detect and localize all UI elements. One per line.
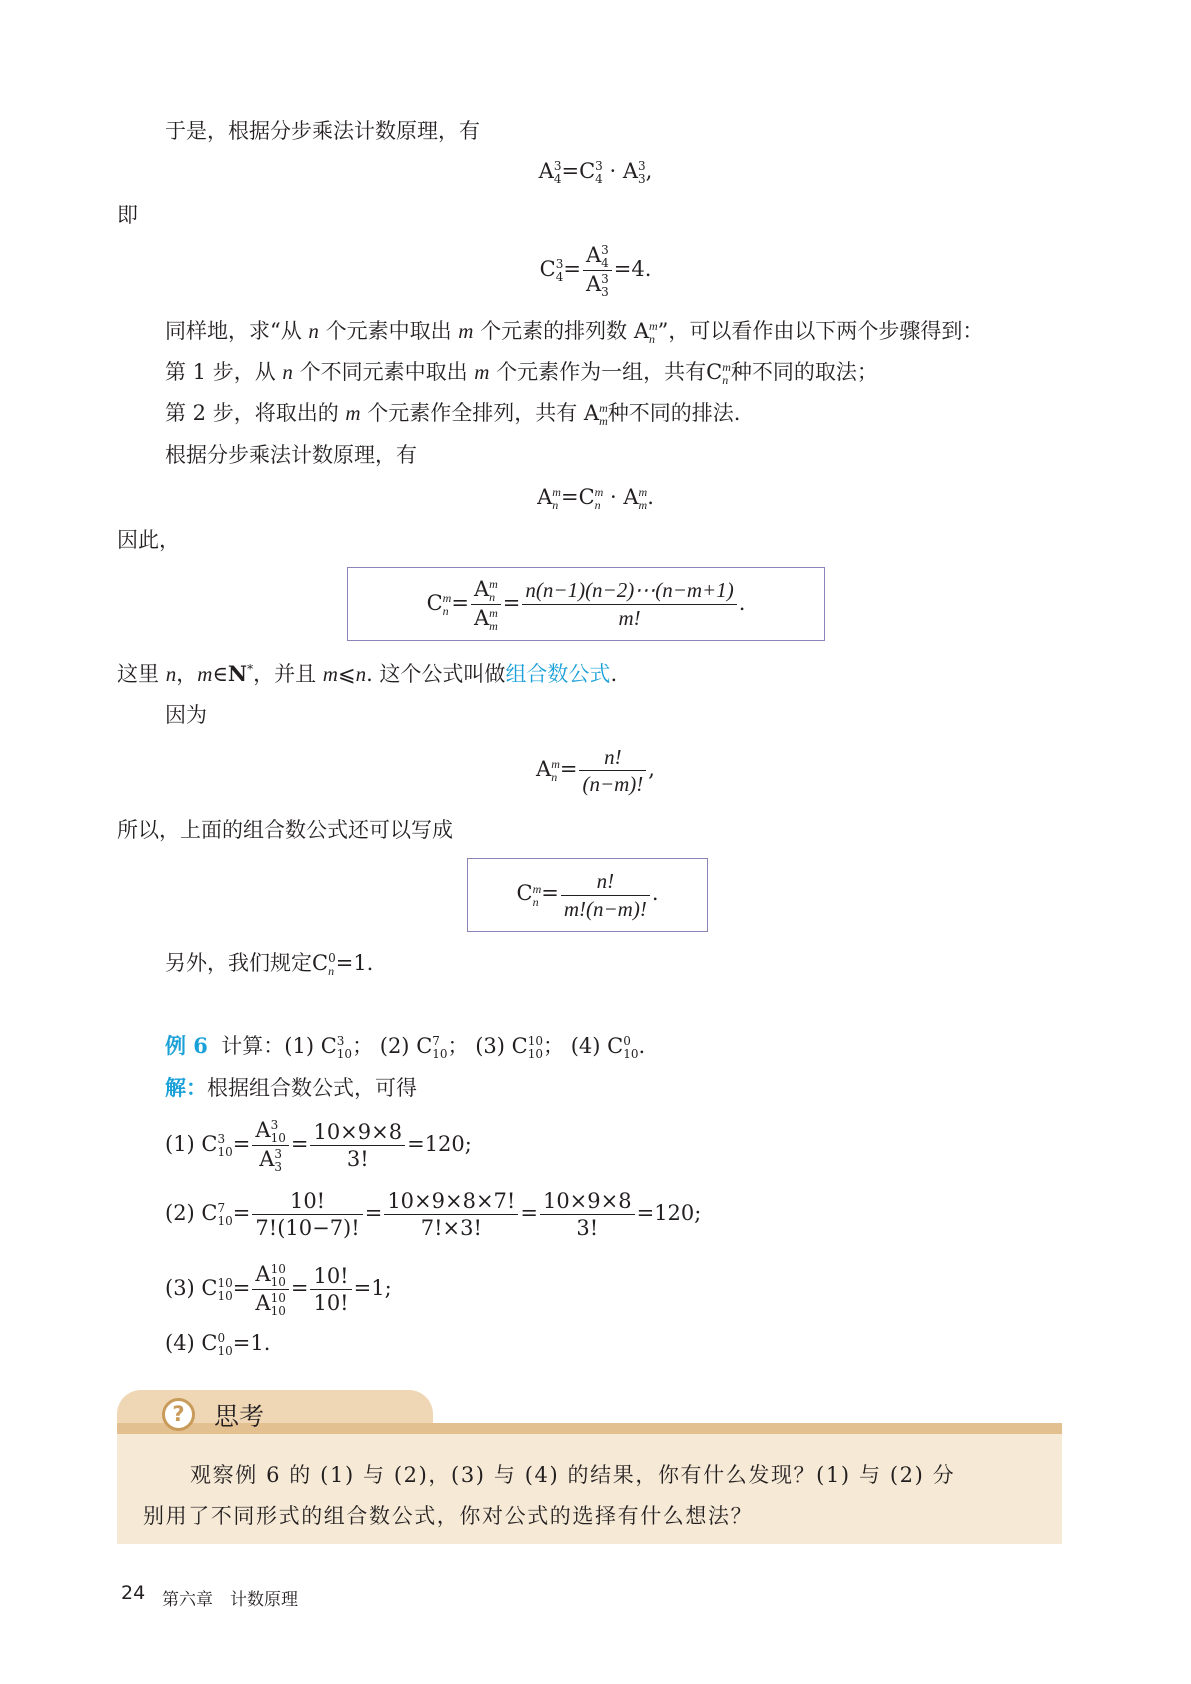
formula-a43-product: A 3 4 =C 3 4 · A 3 3 ,	[538, 159, 653, 186]
formula-c43: C 3 4 = A 3 4 A 3 3 =4.	[539, 243, 652, 299]
text-line: 第 2 步，将取出的 m 个元素作全排列，共有 A m m 种不同的排法.	[165, 401, 741, 428]
text-line: 所以，上面的组合数公式还可以写成	[117, 818, 453, 842]
text-line: 根据分步乘法计数原理，有	[165, 443, 417, 467]
solution-step-2: (2) C 7 10 = $\frac{10!}{7!(10-7)!}$ = $\frac{10\times 9\times 8\times 7!}{7!\times 3!}$ = $\frac{10\times 9\times 8}{3!}$ =120;	[165, 1189, 702, 1241]
solution-line: 解：根据组合数公式，可得	[165, 1075, 417, 1100]
text-line: 因此，	[117, 528, 180, 552]
formula-anm-product: A m n =C m n · A m m .	[537, 485, 654, 512]
combination-factorial-box: C m n = $\frac{n!}{m!(n-m)!}$ .	[467, 858, 708, 932]
term-combination-formula: 组合数公式	[505, 662, 611, 686]
text-line: 第 1 步，从 n 个不同元素中取出 m 个元素作为一组，共有C m n 种不同的取法；	[165, 360, 878, 387]
think-title: 思考	[214, 1402, 265, 1431]
combination-formula-box: C m n = A m n A m m = $\frac{n(n-1)(n-2)\cdots(n-m+1)}{m!}$ .	[347, 567, 825, 641]
solution-step-3: (3) C 10 10 = A 10 10 A 10 10 = $\frac{10!}{10!}$ =1;	[165, 1262, 392, 1318]
text-line: 即	[117, 203, 138, 227]
formula-anm-factorial: A m n = $\frac{n!}{(n-m)!}$ ,	[536, 745, 655, 797]
text-line: 这里 n，m∈N*，并且 m⩽n. 这个公式叫做组合数公式.	[117, 661, 618, 686]
page-number: 24	[121, 1582, 146, 1604]
solution-step-4: (4) C 0 10 =1.	[165, 1331, 271, 1358]
solution-label: 解：	[165, 1075, 207, 1100]
text-line: 另外，我们规定C 0 n =1.	[165, 951, 374, 978]
text-line: 于是，根据分步乘法计数原理，有	[165, 119, 480, 143]
question-mark-icon: ?	[162, 1398, 195, 1431]
example-6-heading: 例 6 计算：(1) C 3 10 ； (2) C 7 10 ； (3) C 10 10 ； (4) C 0 10 .	[165, 1033, 646, 1061]
example-label: 例 6	[165, 1033, 208, 1058]
think-text-line-2: 别用了不同形式的组合数公式，你对公式的选择有什么想法？	[143, 1504, 754, 1528]
think-text-line-1: 观察例 6 的 (1) 与 (2)，(3) 与 (4) 的结果，你有什么发现？(1) 与 (2) 分	[190, 1463, 956, 1487]
chapter-title: 第六章 计数原理	[162, 1590, 298, 1610]
solution-step-1: (1) C 3 10 = A 3 10 A 3 3 = $\frac{10\times 9\times 8}{3!}$ =120;	[165, 1118, 472, 1174]
text-line: 同样地，求“从 n 个元素中取出 m 个元素的排列数 A m n ”，可以看作由以下两个步骤得到：	[165, 319, 984, 346]
text-line: 因为	[165, 703, 207, 727]
